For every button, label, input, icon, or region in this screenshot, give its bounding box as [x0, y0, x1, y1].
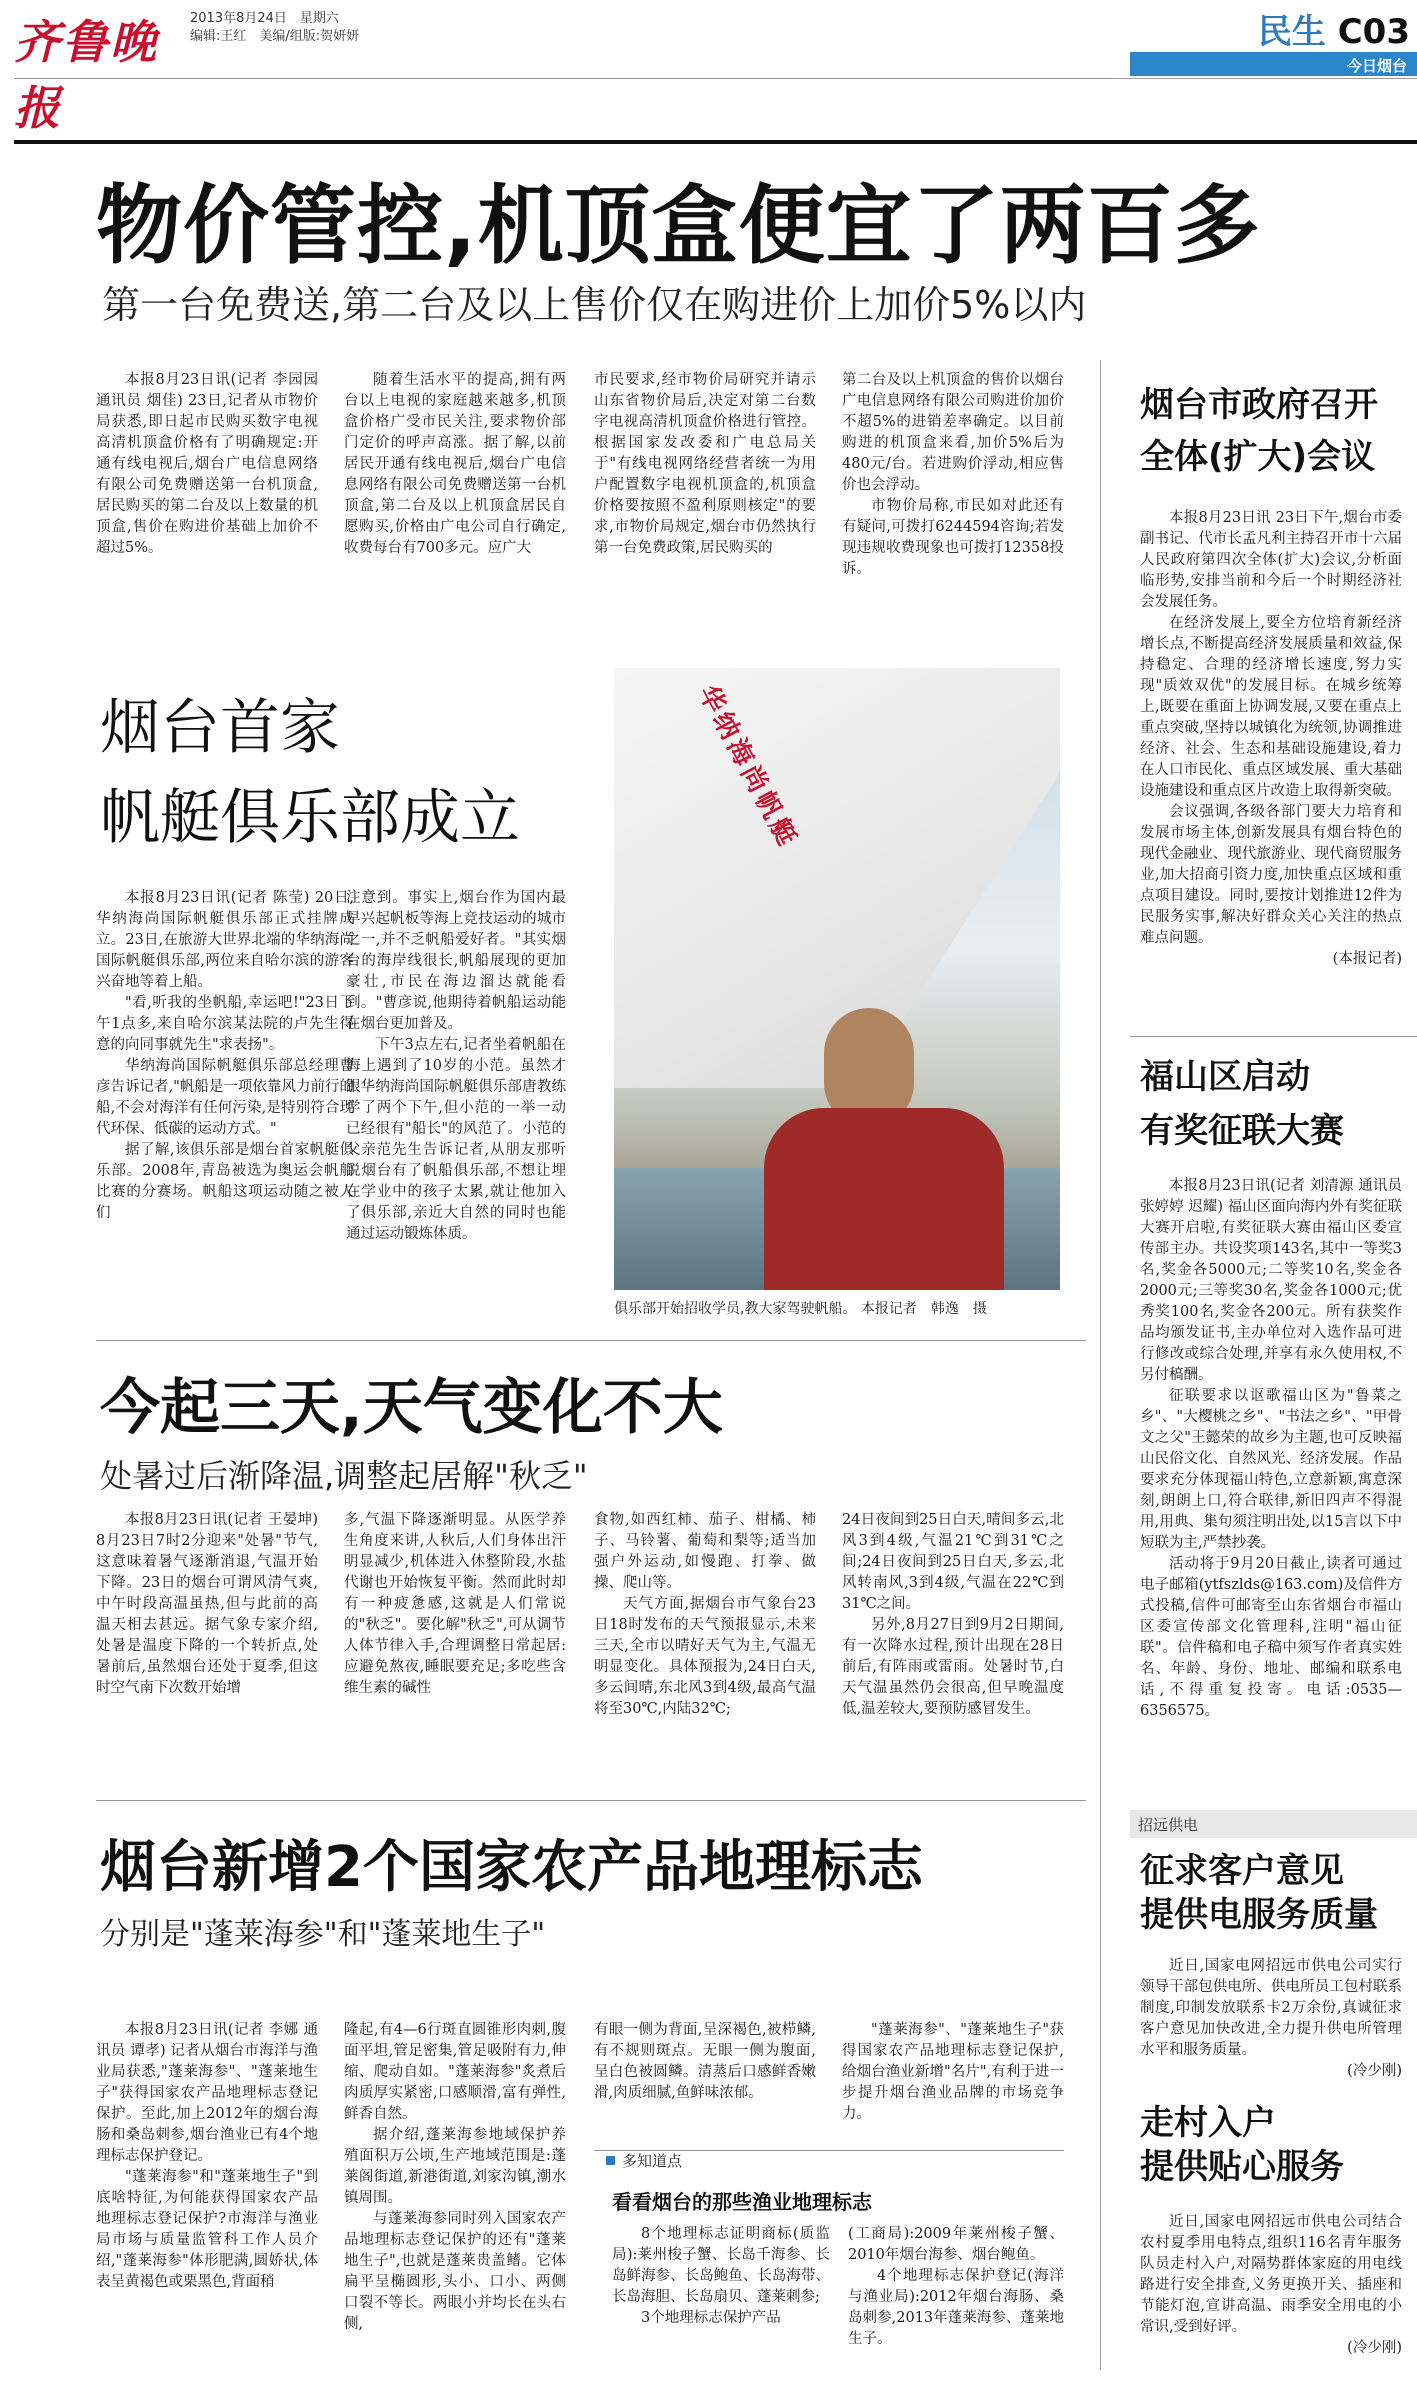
side3-text	[1140, 1956, 1402, 2091]
side4-p1: 近日,国家电网招远市供电公司结合农村夏季用电特点,组织116名青年服务队员走村入户,对隔势群体家庭的用电线路进行安全排查,义务更换开关、插座和节能灯泡,宣讲高温、雨季安全用电的小常识,受到好评。	[1140, 2214, 1402, 2335]
more-box-column-2	[848, 2224, 1064, 2374]
story3-p5: 24日夜间到25日白天,晴间多云,北风3到4级,气温21℃到31℃之间;24日夜间到25日白天,多云,北风转南风,3到4级,气温在22℃到31℃之间。	[842, 1512, 1064, 1612]
more-box-p1: 8个地理标志证明商标(质监局):莱州梭子蟹、长岛千海参、长岛鲜海参、长岛鲍鱼、长岛海带、长岛海胆、长岛扇贝、蓬莱刺参;	[612, 2226, 830, 2305]
side1-headline-line2: 全体(扩大)会议	[1140, 437, 1376, 477]
side2-headline-line2: 有奖征联大赛	[1140, 1111, 1344, 1151]
side4-headline-line1: 走村入户	[1140, 2103, 1276, 2143]
story2-p5: 注意到。事实上,烟台作为国内最早兴起帆板等海上竞技运动的城市之一,并不乏帆船爱好者。"其实烟台的海岸线很长,帆船展现的更加豪壮,市民在海边溜达就能看到。"曹彦说,他期待着帆船运动能在烟台更加普及。	[346, 890, 566, 1032]
story3-column-2	[344, 1510, 566, 1780]
story2-p3: 华纳海尚国际帆艇俱乐部总经理曹彦告诉记者,"帆船是一项依靠风力前行的船,不会对海洋有任何污染,是特别符合现代环保、低碳的运动方式。"	[96, 1058, 354, 1137]
story3-subheadline: 处暑过后渐降温,调整起居解"秋乏"	[100, 1457, 588, 1495]
story4-column-4	[842, 2020, 1064, 2150]
side2-p2: 征联要求以讴歌福山区为"鲁菜之乡"、"大樱桃之乡"、"书法之乡"、"甲骨文之父"王懿荣的故乡为主题,也可反映福山民俗文化、自然风光、经济发展。作品要求充分体现福山特色,立意新颖,寓意深刻,朗朗上口,符合联律,新旧四声不得混用,用典、集句须注明出处,以15言以下中短联为主,严禁抄袭。	[1140, 1388, 1402, 1551]
newspaper-logo: 齐鲁晚报	[14, 15, 158, 135]
story1-column-1	[96, 370, 318, 610]
story4-p6: 有眼一侧为背面,呈深褐色,被栉鳞,有不规则斑点。无眼一侧为腹面,呈白色被圆鳞。清蒸后口感鲜香嫩滑,肉质细腻,鱼鲜味浓郁。	[594, 2022, 816, 2101]
side1-bottom-rule	[1130, 1036, 1417, 1037]
story1-column-3	[594, 370, 816, 610]
side2-p3: 活动将于9月20日截止,读者可通过电子邮箱(ytfszlds@163.com)及信件方式投稿,信件可邮寄至山东省烟台市福山区委宣传部文化管理科,注明"福山征联"。信件稿和电子稿中须写作者真实姓名、年龄、身份、地址、邮编和联系电话,不得重复投寄。电话:0535—6356575。	[1140, 1556, 1402, 1719]
story2-column-2	[346, 888, 566, 1308]
photo-sailor-body	[764, 1108, 1004, 1290]
story2-p1: 本报8月23日讯(记者 陈莹) 20日,华纳海尚国际帆艇俱乐部正式挂牌成立。23日,在旅游大世界北端的华纳海尚国际帆艇俱乐部,两位来自哈尔滨的游客兴奋地等着上船。	[96, 890, 354, 990]
story4-p3: 隆起,有4—6行斑直圆锥形肉刺,腹面平坦,管足密集,管足吸附有力,伸缩、爬动自如。"蓬莱海参"炙煮后肉质厚实紧密,口感顺滑,富有弹性,鲜香自然。	[344, 2022, 566, 2122]
top-rule	[14, 140, 1417, 144]
story4-p7: "蓬莱海参"、"蓬莱地生子"获得国家农产品地理标志登记保护,给烟台渔业新增"名片",有利于进一步提升烟台渔业品牌的市场竞争力。	[842, 2022, 1064, 2122]
story1-p4: 第二台及以上机顶盒的售价以烟台广电信息网络有限公司购进价加价不超5%的进销差率确定。以目前购进的机顶盒来看,加价5%后为480元/台。若进购价浮动,相应售价也会浮动。	[842, 372, 1064, 493]
story3-column-3	[594, 1510, 816, 1780]
story2-p2: "看,听我的坐帆船,幸运吧!"23日下午1点多,来自哈尔滨某法院的卢先生得意的向同事就先生"求表扬"。	[96, 995, 354, 1053]
story1-subheadline: 第一台免费送,第二台及以上售价仅在购进价上加价5%以内	[102, 283, 1087, 327]
side1-headline-line1: 烟台市政府召开	[1140, 385, 1378, 425]
more-box-column-1	[612, 2224, 830, 2374]
story1-p5: 市物价局称,市民如对此还有有疑问,可拨打6244594咨询;若发现违规收费现象也可拨打12358投诉。	[842, 498, 1064, 577]
side2-p1: 本报8月23日讯(记者 刘清源 通讯员 张婷婷 迟耀) 福山区面向海内外有奖征联大赛开启啦,有奖征联大赛由福山区委宣传部主办。共设奖项143名,其中一等奖3名,奖金各5000元;二等奖10名,奖金各2000元;三等奖30名,奖金各1000元;优秀奖100名,奖金各200元。所有获奖作品均颁发证书,主办单位对入选作品可进行修改或综合处理,并享有永久使用权,不另付稿酬。	[1140, 1178, 1402, 1383]
side3-headline-line1: 征求客户意见	[1140, 1851, 1344, 1891]
more-box-p4: 4个地理标志保护登记(海洋与渔业局):2012年烟台海肠、桑岛刺参,2013年蓬莱海参、蓬莱地生子。	[848, 2268, 1064, 2347]
issue-date: 2013年8月24日	[190, 11, 287, 26]
photo-sail-lettering: 华纳海尚帆艇	[692, 680, 804, 854]
story3-p6: 另外,8月27日到9月2日期间,有一次降水过程,预计出现在28日前后,有阵雨或雷雨。处暑时节,白天气温虽然仍会很高,但早晚温度低,温差较大,要预防感冒发生。	[842, 1617, 1064, 1717]
story3-headline: 今起三天,天气变化不大	[100, 1373, 723, 1443]
more-box-label: 多知道点	[600, 2150, 800, 2171]
side3-credit1: (冷少刚)	[1347, 2063, 1402, 2079]
issue-weekday: 星期六	[299, 11, 339, 26]
story4-column-3	[594, 2020, 816, 2150]
story3-column-1	[96, 1510, 318, 1780]
story4-p2: "蓬莱海参"和"蓬莱地生子"到底啥特征,为何能获得国家农产品地理标志登记保护?市海洋与渔业局市场与质量监管科工作人员介绍,"蓬莱海参"体形肥满,圆娇状,体表呈黄褐色或栗黑色,背面稍	[96, 2169, 318, 2290]
story4-headline: 烟台新增2个国家农产品地理标志	[100, 1835, 923, 1900]
story4-p5: 与蓬莱海参同时列入国家农产品地理标志登记保护的还有"蓬莱地生子",也就是蓬莱贵盖鳍。它体扁平呈椭圆形,头小、口小、两侧口裂不等长。两眼小并均长在头右侧,	[344, 2211, 566, 2332]
story2-headline-line1: 烟台首家	[100, 693, 340, 763]
more-box-p2: 3个地理标志保护产品	[641, 2310, 781, 2326]
side2-text	[1140, 1176, 1402, 1796]
section-header	[1230, 4, 1410, 53]
story3-p2: 多,气温下降逐渐明显。从医学养生角度来讲,人秋后,人们身体出汗明显减少,机体进入休整阶段,水盐代谢也开始恢复平衡。然而此时却有一种疲惫感,这就是人们常说的"秋乏"。要化解"秋乏",可从调节人体节律入手,合理调整日常起居:应避免熬夜,睡眠要充足;多吃些含维生素的碱性	[344, 1512, 566, 1696]
story1-p1: 本报8月23日讯(记者 李园园 通讯员 烟佳) 23日,记者从市物价局获悉,即日起市民购买数字电视高清机顶盒价格有了明确规定:开通有线电视后,烟台广电信息网络有限公司免费赠送第一台机顶盒,居民购买的第二台及以上数量的机顶盒,售价在购进价基础上加价不超过5%。	[96, 372, 318, 556]
story1-column-2	[344, 370, 566, 610]
issue-info	[190, 10, 610, 46]
story4-p1: 本报8月23日讯(记者 李娜 通讯员 谭孝) 记者从烟台市海洋与渔业局获悉,"蓬莱海参"、"蓬莱地生子"获得国家农产品地理标志登记保护。至此,加上2012年的烟台海肠和桑岛刺参,烟台渔业已有4个地理标志保护登记。	[96, 2022, 318, 2164]
story2-p4: 据了解,该俱乐部是烟台首家帆艇俱乐部。2008年,青岛被选为奥运会帆船比赛的分赛场。帆船这项运动随之被人们	[96, 1142, 354, 1221]
story1-headline: 物价管控,机顶盒便宜了两百多	[96, 176, 1261, 276]
side1-p1: 本报8月23日讯 23日下午,烟台市委副书记、代市长孟凡利主持召开市十六届人民政府第四次全体(扩大)会议,分析面临形势,安排当前和今后一个时期经济社会发展任务。	[1140, 510, 1402, 610]
story3-bottom-rule	[96, 1800, 1086, 1801]
sidebar-divider	[1100, 360, 1101, 2370]
story2-p6: 下午3点左右,记者坐着帆船在海上遇到了10岁的小范。虽然才跟华纳海尚国际帆艇俱乐部唐教练学了两个下午,但小范的一举一动已经很有"船长"的风范了。小范的父亲范先生告诉记者,从朋友那听说烟台有了帆船俱乐部,不想让埋在学业中的孩子太累,就让他加入了俱乐部,亲近大自然的同时也能通过运动锻炼体质。	[346, 1037, 566, 1242]
story3-p1: 本报8月23日讯(记者 王晏坤) 8月23日7时2分迎来"处暑"节气,这意味着暑气逐渐消退,气温开始下降。23日的烟台可谓风清气爽,中午时段高温虽热,但与此前的高温天相去甚远。据气象专家介绍,处暑是温度下降的一个转折点,处暑前后,虽然烟台还处于夏季,但这时空气南下次数开始增	[96, 1512, 318, 1696]
side1-text	[1140, 508, 1402, 1028]
issue-editors: 编辑:王红 美编/组版:贺妍妍	[190, 29, 360, 44]
side4-credit: (冷少刚)	[1347, 2340, 1402, 2356]
story1-p2: 随着生活水平的提高,拥有两台以上电视的家庭越来越多,机顶盒价格广受市民关注,要求物价部门定价的呼声高涨。据了解,以前居民开通有线电视后,烟台广电信息网络有限公司免费赠送第一台机顶盒,第二台及以上机顶盒居民自愿购买,价格由广电公司自行确定,收费每台有700多元。应广大	[344, 372, 566, 556]
story4-column-2	[344, 2020, 566, 2375]
masthead-rule	[14, 78, 1417, 79]
section-bar: 今日烟台	[1130, 52, 1417, 76]
story2-headline-line2: 帆艇俱乐部成立	[100, 783, 520, 853]
section-name: 民生	[1257, 12, 1326, 52]
more-box-title: 看看烟台的那些渔业地理标志	[612, 2190, 872, 2214]
side3-p1: 近日,国家电网招远市供电公司实行领导干部包供电所、供电所员工包村联系制度,印制发放联系卡2万余份,真诚征求客户意见加快改进,全力提升供电所管理水平和服务质量。	[1140, 1958, 1402, 2058]
story2-bottom-rule	[96, 1340, 1086, 1341]
side3-section-bar: 招远供电	[1130, 1810, 1417, 1838]
story4-p4: 据介绍,蓬莱海参地域保护养殖面积万公顷,生产地域范围是:蓬莱阁街道,新港街道,刘家沟镇,潮水镇周围。	[344, 2127, 566, 2206]
page-number: C03	[1337, 12, 1410, 52]
side4-text	[1140, 2212, 1402, 2377]
more-box-p3: (工商局):2009年莱州梭子蟹、2010年烟台海参、烟台鲍鱼。	[848, 2226, 1064, 2263]
side1-p2: 在经济发展上,要全方位培育新经济增长点,不断提高经济发展质量和效益,保持稳定、合理的经济增长速度,努力实现"质效双优"的发展目标。在城乡统筹上,既要在重面上协调发展,又要在重点上重点突破,坚持以城镇化为统领,协调推进经济、社会、生态和基础设施建设,着力在人口市民化、重点区域发展、重大基础设施建设和重点区片改造上取得新突破。	[1140, 615, 1402, 799]
story1-column-4	[842, 370, 1064, 610]
story1-p3: 市民要求,经市物价局研究并请示山东省物价局后,决定对第二台数字电视高清机顶盒价格进行管控。根据国家发改委和广电总局关于"有线电视网络经营者统一为用户配置数字电视机顶盒的,机顶盒价格要按照不盈利原则核定"的要求,市物价局规定,烟台市仍然执行第一台免费政策,居民购买的	[594, 372, 816, 556]
story4-column-1	[96, 2020, 318, 2375]
story3-p4: 天气方面,据烟台市气象台23日18时发布的天气预报显示,未来三天,全市以晴好天气为主,气温无明显变化。具体预报为,24日白天,多云间晴,东北风3到4级,最高气温将至30℃,内陆32℃;	[594, 1596, 816, 1717]
sailing-photo	[614, 668, 1060, 1290]
side1-p3: 会议强调,各级各部门要大力培育和发展市场主体,创新发展具有烟台特色的现代金融业、现代旅游业、现代商贸服务业,加大招商引资力度,加快重点区域和重点项目建设。同时,要按计划推进12件为民服务实事,解决好群众关心关注的热点难点问题。	[1140, 804, 1402, 946]
side3-headline-line2: 提供电服务质量	[1140, 1895, 1378, 1935]
story2-column-1	[96, 888, 354, 1308]
side1-credit: (本报记者)	[1332, 951, 1402, 967]
story3-column-4	[842, 1510, 1064, 1780]
photo-caption: 俱乐部开始招收学员,教大家驾驶帆船。 本报记者 韩逸 摄	[614, 1301, 987, 1317]
side2-headline-line1: 福山区启动	[1140, 1057, 1310, 1097]
story4-subheadline: 分别是"蓬莱海参"和"蓬莱地生子"	[100, 1917, 546, 1952]
story3-p3: 食物,如西红柿、茄子、柑橘、柿子、马铃薯、葡萄和梨等;适当加强户外运动,如慢跑、打拳、做操、爬山等。	[594, 1512, 816, 1591]
side4-headline-line2: 提供贴心服务	[1140, 2147, 1344, 2187]
